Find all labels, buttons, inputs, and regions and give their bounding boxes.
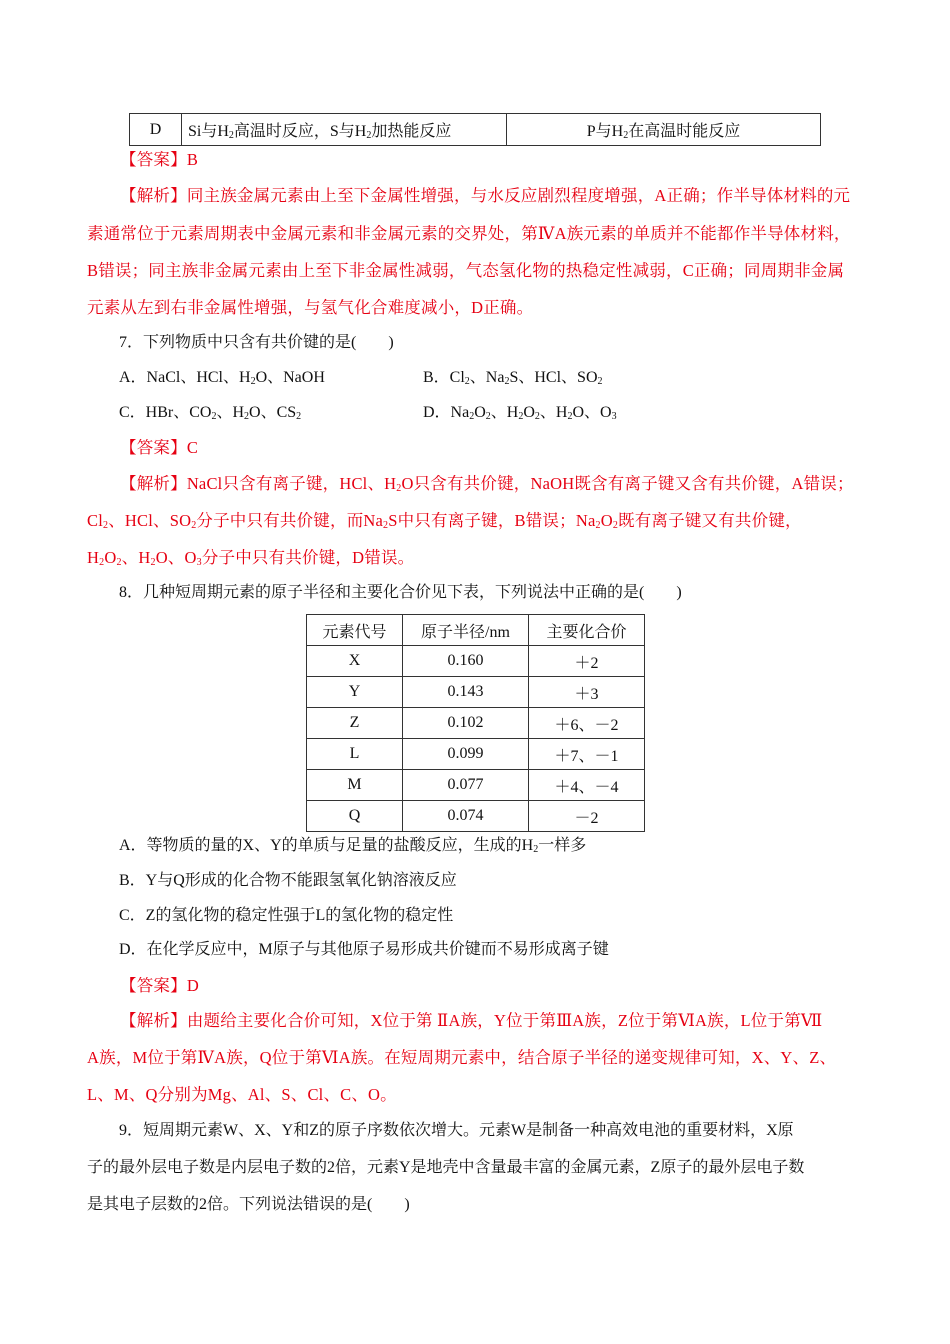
q7-analysis-line-2: $Cl_2$、HCl、$SO_2$分子中只有共价键，而$Na_2S$中只有离子键，B错误；$Na_2O_2$既有离子键又有共价键， — [87, 511, 802, 531]
option-cell: D — [130, 114, 182, 146]
q6-analysis-line-1: 【解析】同主族金属元素由上至下金属性增强，与水反应剧烈程度增强，A正确；作半导体材料的元 — [120, 186, 851, 205]
option-d-col1: Si与$H_2$高温时反应，S与$H_2$加热能反应 — [182, 114, 507, 146]
q7-stem: 7．下列物质中只含有共价键的是( ) — [119, 334, 394, 351]
table-row: X 0.160 ＋2 — [307, 646, 645, 677]
table-header-row — [307, 615, 645, 646]
table-row: Y 0.143 ＋3 — [307, 677, 645, 708]
option-d-col2: P与$H_2$在高温时能反应 — [507, 114, 821, 146]
table-row: Z 0.102 ＋6、－2 — [307, 708, 645, 739]
table-row: M 0.077 ＋4、－4 — [307, 770, 645, 801]
q7-analysis-line-3: $H_2O_2$、$H_2O$、$O_3$分子中只有共价键，D错误。 — [87, 548, 415, 568]
q8-option-d: D．在化学反应中，M原子与其他原子易形成共价键而不易形成离子键 — [119, 941, 609, 958]
q7-answer: 【答案】C — [120, 438, 199, 457]
element-data-table — [306, 614, 645, 832]
q6-option-table — [129, 113, 821, 146]
q8-option-a: A．等物质的量的X、Y的单质与足量的盐酸反应，生成的$H_2$一样多 — [119, 837, 587, 855]
q7-option-b: B．$Cl_2$、$Na_2S$、HCl、$SO_2$ — [423, 369, 603, 387]
q9-stem-line-2: 子的最外层电子数是内层电子数的2倍，元素Y是地壳中含量最丰富的金属元素，Z原子的最外层电子数 — [87, 1159, 805, 1176]
column-header: 元素代号 — [307, 615, 403, 646]
column-header: 主要化合价 — [529, 615, 645, 646]
q8-option-b: B．Y与Q形成的化合物不能跟氢氧化钠溶液反应 — [119, 872, 457, 889]
q6-answer: 【答案】B — [120, 150, 199, 169]
q9-stem-line-1: 9．短周期元素W、X、Y和Z的原子序数依次增大。元素W是制备一种高效电池的重要材料，X原 — [119, 1122, 794, 1139]
q8-option-c: C．Z的氢化物的稳定性强于L的氢化物的稳定性 — [119, 907, 454, 924]
q7-option-c: C．HBr、$CO_2$、$H_2O$、$CS_2$ — [119, 404, 302, 422]
q8-analysis-line-3: L、M、Q分别为Mg、Al、S、Cl、C、O。 — [87, 1085, 397, 1104]
table-row: Q 0.074 －2 — [307, 801, 645, 832]
table-row: L 0.099 ＋7、－1 — [307, 739, 645, 770]
table-row — [130, 114, 821, 146]
q9-stem-line-3: 是其电子层数的2倍。下列说法错误的是( ) — [87, 1196, 410, 1213]
q6-analysis-line-4: 元素从左到右非金属性增强，与氢气化合难度减小，D正确。 — [87, 298, 534, 317]
q7-option-a: A．NaCl、HCl、$H_2O$、NaOH — [119, 369, 325, 387]
q6-analysis-line-3: B错误；同主族非金属元素由上至下非金属性减弱，气态氢化物的热稳定性减弱，C正确；同周期非金属 — [87, 261, 845, 280]
q7-analysis-line-1: 【解析】NaCl只含有离子键，HCl、$H_2O$只含有共价键，NaOH既含有离子键又含有共价键，A错误； — [120, 474, 854, 494]
column-header: 原子半径/nm — [403, 615, 529, 646]
q8-analysis-line-2: A族，M位于第ⅣA族，Q位于第ⅥA族。在短周期元素中，结合原子半径的递变规律可知，X、Y、Z、 — [87, 1048, 837, 1067]
q8-answer: 【答案】D — [120, 976, 199, 995]
q8-stem: 8．几种短周期元素的原子半径和主要化合价见下表，下列说法中正确的是( ) — [119, 584, 682, 601]
q8-analysis-line-1: 【解析】由题给主要化合价可知，X位于第 ⅡA族，Y位于第ⅢA族，Z位于第ⅥA族，L位于第Ⅶ — [120, 1011, 823, 1030]
q6-analysis-line-2: 素通常位于元素周期表中金属元素和非金属元素的交界处，第ⅣA族元素的单质并不能都作半导体材料， — [87, 224, 851, 243]
q7-option-d: D．$Na_2O_2$、$H_2O_2$、$H_2O$、$O_3$ — [423, 404, 617, 422]
